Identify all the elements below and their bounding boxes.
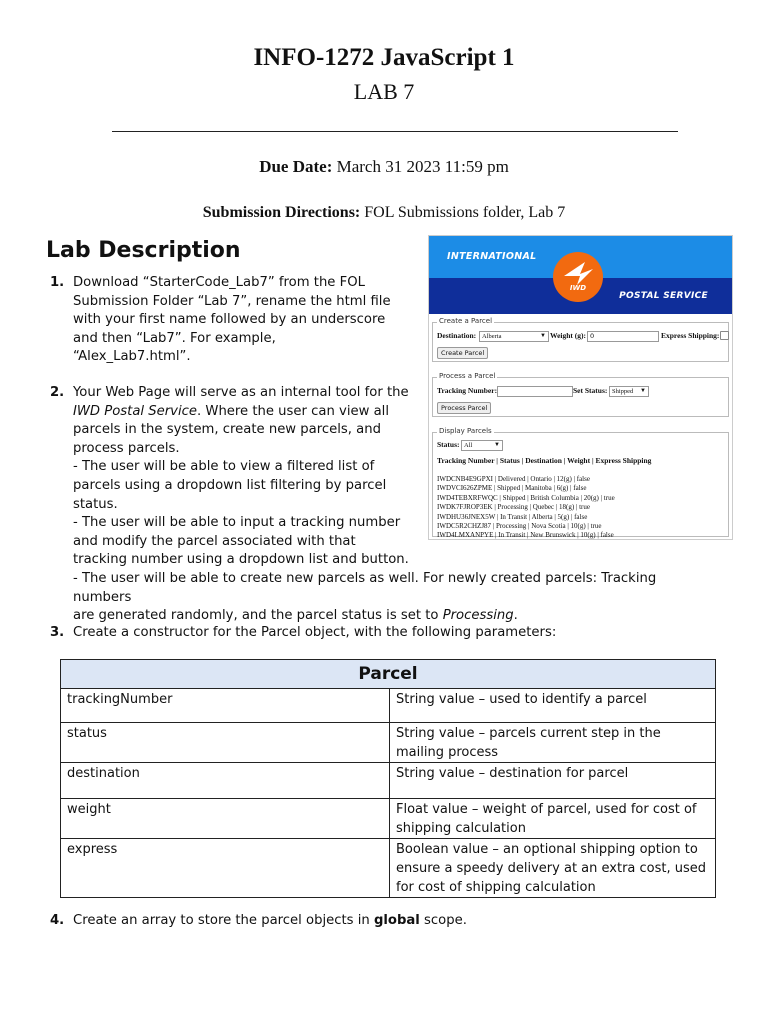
- banner-international-text: INTERNATIONAL: [447, 251, 537, 262]
- table-row: [61, 763, 716, 799]
- parcel-row: IWDC5R2CHZJ87 | Processing | Nova Scotia | 10(g) | true: [437, 522, 602, 531]
- list-number: 4.: [50, 913, 65, 928]
- create-parcel-fieldset: [432, 317, 729, 362]
- document-title: INFO-1272 JavaScript 1: [253, 44, 515, 71]
- parcel-parameters-table: [60, 659, 716, 898]
- process-parcel-button[interactable]: Process Parcel: [437, 402, 491, 414]
- logo-wing-icon: [553, 252, 603, 302]
- weight-input[interactable]: 0: [587, 331, 659, 342]
- banner-postal-service-text: POSTAL SERVICE: [619, 291, 708, 301]
- param-description: String value – parcels current step in the mailing process: [390, 723, 716, 763]
- text-line: tracking number using a dropdown list and button.: [73, 552, 409, 568]
- text-span: are generated randomly, and the parcel status is set to: [73, 608, 443, 624]
- list-item-text: Create a constructor for the Parcel object, with the following parameters:: [73, 625, 557, 640]
- text-span: scope.: [419, 913, 467, 928]
- list-item-text: [73, 912, 673, 931]
- param-description: Float value – weight of parcel, used for cost of shipping calculation: [390, 799, 716, 839]
- chevron-down-icon: ▼: [494, 442, 500, 448]
- text-line: parcels in the system, create new parcels, and: [73, 422, 381, 438]
- status-filter-select[interactable]: [461, 440, 503, 451]
- param-name: weight: [61, 799, 390, 839]
- table-row: [61, 689, 716, 723]
- destination-value: Alberta: [482, 333, 502, 340]
- text-line: and modify the parcel associated with that: [73, 533, 356, 549]
- list-number: 1.: [50, 275, 65, 290]
- parcel-row: IWDCNB4E9GPXI | Delivered | Ontario | 12(g) | false: [437, 475, 590, 483]
- logo-text: IWD: [569, 284, 587, 292]
- param-name: express: [61, 839, 390, 898]
- process-parcel-legend: Process a Parcel: [439, 372, 496, 380]
- text-line: Your Web Page will serve as an internal tool for the: [73, 385, 409, 400]
- parcel-row: IWDHU36JNEX5W | In Transit | Alberta | 5(g) | false: [437, 512, 588, 521]
- text-line: - The user will be able to input a tracking number: [73, 515, 401, 531]
- table-header-row: [61, 660, 716, 689]
- set-status-select[interactable]: [609, 386, 649, 397]
- express-shipping-checkbox[interactable]: [720, 331, 729, 340]
- express-shipping-label: Express Shipping:: [661, 331, 720, 340]
- parcel-row: IWDVCI626ZPME | Shipped | Manitoba | 6(g) | false: [437, 484, 587, 493]
- text-line: process parcels.: [73, 440, 180, 456]
- table-row: [61, 839, 716, 898]
- text-span: .: [513, 608, 518, 624]
- display-parcels-fieldset: [432, 427, 729, 540]
- destination-label: Destination:: [437, 331, 477, 340]
- process-parcel-fieldset: [432, 372, 729, 417]
- create-parcel-legend: Create a Parcel: [439, 317, 493, 325]
- table-row: [61, 723, 716, 763]
- weight-label: Weight (g):: [550, 331, 587, 340]
- iwd-postal-screenshot: [428, 235, 733, 540]
- destination-select[interactable]: [479, 331, 549, 342]
- parcel-row: IWD4LMXANPYE | In Transit | New Brunswick | 10(g) | false: [437, 531, 614, 540]
- parcel-list: [437, 475, 615, 540]
- submission-label: Submission Directions:: [202, 204, 361, 221]
- create-parcel-button[interactable]: Create Parcel: [437, 347, 488, 359]
- submission-value: FOL Submissions folder, Lab 7: [364, 204, 566, 221]
- list-number: 2.: [50, 385, 65, 400]
- chevron-down-icon: ▼: [640, 388, 646, 394]
- tracking-number-label: Tracking Number:: [437, 386, 498, 395]
- tracking-number-input[interactable]: [497, 386, 573, 397]
- lab-description-heading: Lab Description: [46, 238, 241, 263]
- list-item-text: [73, 274, 423, 367]
- due-date: [0, 157, 768, 177]
- iwd-logo-icon: [553, 252, 603, 302]
- service-name: IWD Postal Service: [73, 403, 198, 419]
- status-filter-value: All: [464, 442, 473, 449]
- title-divider: [112, 131, 678, 132]
- due-date-value: March 31 2023 11:59 pm: [336, 157, 509, 176]
- text-line: status.: [73, 496, 118, 512]
- text-line: Download “StarterCode_Lab7” from the FOL: [73, 275, 365, 290]
- display-parcels-legend: Display Parcels: [439, 427, 492, 435]
- param-description: String value – used to identify a parcel: [390, 689, 716, 723]
- param-name: status: [61, 723, 390, 763]
- set-status-label: Set Status:: [573, 386, 608, 395]
- param-description: Boolean value – an optional shipping option to ensure a speedy delivery at an extra cost, used for cost of shipping calculation: [390, 839, 716, 898]
- parcel-row: IWDK7FJROP3EK | Processing | Quebec | 18(g) | true: [437, 503, 590, 512]
- param-name: destination: [61, 763, 390, 799]
- text-line: - The user will be able to create new parcels as well. For newly created parcels: Tracking numbers: [73, 570, 657, 605]
- text-line: “Alex_Lab7.html”.: [73, 349, 191, 365]
- text-span: Create an array to store the parcel objects in: [73, 913, 374, 928]
- iwd-banner: [429, 236, 732, 314]
- status-filter-label: Status:: [437, 440, 460, 449]
- text-line: parcels using a dropdown list filtering by parcel: [73, 477, 387, 493]
- text-line: - The user will be able to view a filtered list of: [73, 459, 375, 475]
- text-line: [73, 607, 673, 626]
- document-subtitle: LAB 7: [353, 79, 415, 104]
- due-date-label: Due Date:: [259, 157, 333, 176]
- set-status-value: Shipped: [612, 388, 634, 395]
- table-row: [61, 799, 716, 839]
- table-header: Parcel: [61, 660, 716, 689]
- parcel-row: IWD4TEBXRFWQC | Shipped | British Columbia | 20(g) | true: [437, 493, 615, 502]
- chevron-down-icon: ▼: [540, 333, 546, 339]
- text-line: and then “Lab7”. For example,: [73, 330, 276, 346]
- global-keyword: global: [373, 913, 420, 928]
- param-description: String value – destination for parcel: [390, 763, 716, 799]
- param-name: trackingNumber: [61, 689, 390, 723]
- submission-directions: [0, 204, 768, 222]
- status-processing: Processing: [442, 608, 514, 624]
- text-line: with your first name followed by an underscore: [73, 312, 386, 328]
- text-line: Submission Folder “Lab 7”, rename the html file: [73, 293, 391, 309]
- text-span: . Where the user can view all: [197, 403, 389, 419]
- parcel-columns-header: Tracking Number | Status | Destination | Weight | Express Shipping: [437, 456, 652, 465]
- list-number: 3.: [50, 625, 65, 640]
